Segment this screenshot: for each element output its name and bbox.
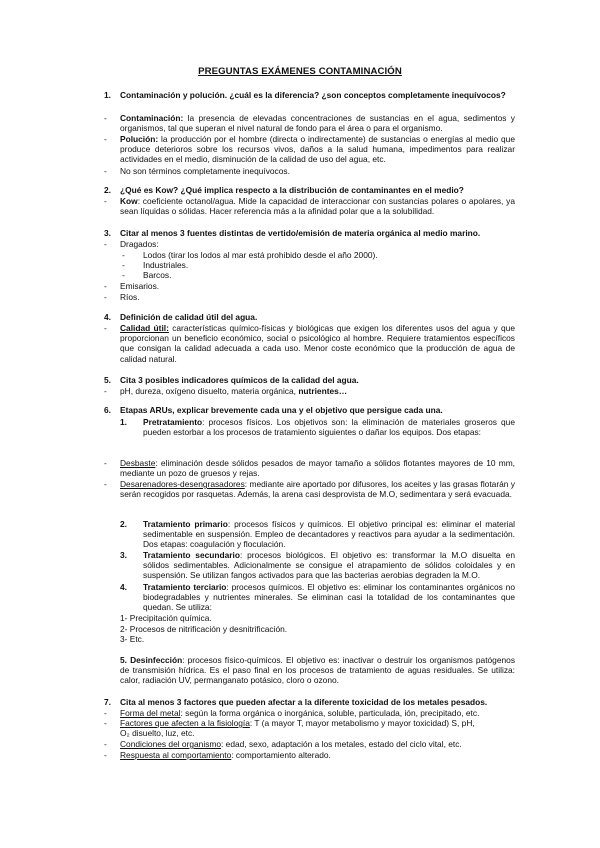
q3-dash-rios: - [104,292,107,302]
q7-factor-2-cont: O₂ disuelto, luz, etc. [120,728,195,738]
q2-a-label: Kow [120,196,138,206]
q5-question: Cita 3 posibles indicadores químicos de la calidad del agua. [120,375,359,385]
q7-factor-1 [120,708,515,718]
q2-question: ¿Qué es Kow? ¿Qué implica respecto a la distribución de contaminantes en el medio? [120,185,464,195]
q1-question: Contaminación y polución. ¿cuál es la diferencia? ¿son conceptos completamente inequívocos? [120,90,506,100]
q6-desbaste [120,458,515,478]
q6-desarena-text: : mediante aire aportado por difusores, los aceites y las grasas flotarán y serán recogidos por rasquetas. Además, la arena casi desprovista de M.O, sedimentara y será evacuada. [120,479,515,500]
q6-step2-text: : procesos físicos y químicos. El objetivo principal es: eliminar el material sedimentable en suspensión. Empleo de decantadores y reactivos para ayudar a la sedimentación. Dos etapas: coagulación y floculación. [143,519,516,550]
q5-dash: - [104,386,107,396]
q7-factor-2 [120,718,515,728]
q6-number: 6. [104,405,111,415]
q3-number: 3. [104,228,111,238]
q5-answer-bold: nutrientes… [298,386,348,396]
q3-sub-2: Industriales. [143,260,189,270]
q7-f4-text: : comportamiento alterado. [231,750,331,760]
q1-dash-c: - [104,166,107,176]
q3-sub-dash-3: - [122,270,125,280]
q6-step5-number: 5. [120,655,127,665]
q4-question: Definición de calidad útil del agua. [120,312,258,322]
q6-desarena-label: Desarenadores-desengrasadores [120,479,245,489]
q3-sub-1: Lodos (tirar los lodos al mar está prohibido desde el año 2000). [143,250,378,260]
q6-step5 [120,655,515,686]
q2-dash: - [104,196,107,206]
q6-step4-item2: 2- Procesos de nitrificación y desnitrificación. [120,624,288,634]
q3-sub-dash-1: - [122,250,125,260]
q6-step4-text: : procesos químicos. El objetivo es: eliminar los contaminantes orgánicos no biodegradables y nutrientes minerales. Se eliminan casi la totalidad de los contaminantes que quedan. Se utiliza: [143,582,515,613]
q3-emisarios: Emisarios. [120,281,160,291]
q5-answer-plain: pH, dureza, oxígeno disuelto, materia orgánica, [120,386,299,396]
q7-number: 7. [104,697,111,707]
q7-f3-label: Condiciones del organismo [120,739,222,749]
q5-answer [120,386,515,396]
q6-step4 [143,582,515,613]
q2-number: 2. [104,185,111,195]
q6-desbaste-text: : eliminación desde sólidos pesados de mayor tamaño a sólidos flotantes mayores de 10 mm, mediante un pozo de gruesos y rejas. [120,458,515,479]
q3-question: Citar al menos 3 fuentes distintas de vertido/emisión de materia orgánica al medio marino. [120,228,481,238]
q3-dash-dragados: - [104,239,107,249]
q6-desarena [120,479,515,499]
q1-dash-a: - [104,113,107,123]
q3-dash-emisarios: - [104,281,107,291]
q6-step4-number: 4. [120,582,127,592]
q6-step2 [143,519,515,550]
q6-step3-number: 3. [120,550,127,560]
q6-step5-text: : procesos físico-químicos. El objetivo es: inactivar o destruir los organismos patógenos de transmisión hídrica. Es el paso final en los procesos de tratamiento de aguas residuales. Se utiliza: calor, radiación UV, permanganato potásico, cloro o ozono. [120,655,516,686]
q6-desbaste-label: Desbaste [120,458,156,468]
q6-step2-label: Tratamiento primario [143,519,228,529]
q7-factor-4 [120,750,515,760]
q7-dash-3: - [104,739,107,749]
q6-question: Etapas ARUs, explicar brevemente cada una y el objetivo que persigue cada una. [120,405,443,415]
q6-step4-label: Tratamiento terciario [143,582,227,592]
q6-step2-number: 2. [120,519,127,529]
q7-dash-4: - [104,750,107,760]
q5-number: 5. [104,375,111,385]
page-title: PREGUNTAS EXÁMENES CONTAMINACIÓN [198,66,402,77]
q7-f2-label: Factores que afecten a la fisiología [120,718,250,728]
q4-answer [120,323,515,364]
q1-answer-a [120,113,515,133]
q7-f1-text: : según la forma orgánica o inorgánica, soluble, particulada, ión, precipitado, etc. [180,708,480,718]
q6-desbaste-dash: - [104,458,107,468]
q2-answer [120,196,515,216]
q6-step3-text: : procesos biológicos. El objetivo es: transformar la M.O disuelta en sólidos sedimentables. Adicionalmente se consigue el atrapamiento de sólidos coloidales y en suspensión. Se utilizan fangos activados para que las bacterias aerobias degraden la M.O. [143,550,515,581]
q6-step3-label: Tratamiento secundario [143,550,240,560]
q2-a-text: : coeficiente octanol/agua. Mide la capacidad de interaccionar con sustancias polares o apolares, ya sean líquidas o sólidas. Hacer referencia más a la afinidad polar que a la solubilidad. [120,196,515,217]
q6-step3 [143,550,515,581]
q1-number: 1. [104,90,111,100]
q6-step5-label: Desinfección [130,655,183,665]
q3-dragados: Dragados: [120,239,159,249]
q1-b-label: Polución: [120,134,159,144]
q4-dash: - [104,323,107,333]
q7-f1-label: Forma del metal [120,708,181,718]
q1-answer-c: No son términos completamente inequívocos. [120,166,290,176]
q6-step4-item1: 1- Precipitación química. [120,613,212,623]
q1-a-text: la presencia de elevadas concentraciones de sustancias en el agua, sedimentos y organismos, tal que superan el nivel natural de fondo para el área o para el organismo. [120,113,515,134]
q1-dash-b: - [104,134,107,144]
q4-number: 4. [104,312,111,322]
q7-f4-label: Respuesta al comportamiento [120,750,232,760]
q6-step1-text: : procesos físicos. Los objetivos son: la eliminación de materiales groseros que pueden estorbar a los procesos de tratamiento siguientes o dañar los equipos. Dos etapas: [143,417,515,438]
q7-dash-2: - [104,718,107,728]
q6-step1-number: 1. [120,417,127,427]
q7-factor-3 [120,739,515,749]
q3-sub-3: Barcos. [143,270,172,280]
q4-a-text: características químico-físicas y biológicas que exigen los diferentes usos del agua y que proporcionan un beneficio económico, social o psicológico al hombre. Requiere tratamientos específicos que consigan la calidad adecuada a cada uso. Menor coste económico que la producción de agua de calidad natural. [120,323,515,364]
q1-answer-b [120,134,515,165]
q6-step4-item3: 3- Etc. [120,634,145,644]
q7-question: Cita al menos 3 factores que pueden afectar a la diferente toxicidad de los metales pesados. [120,697,488,707]
q7-f3-text: : edad, sexo, adaptación a los metales, estado del ciclo vital, etc. [221,739,462,749]
q1-b-text: la producción por el hombre (directa o indirectamente) de sustancias o energías al medio que produce deterioros sobre los recursos vivos, daños a la salud humana, impedimentos para realizar actividades en el medio, disminución de la calidad de uso del agua, etc. [120,134,515,165]
q6-step1-label: Pretratamiento [143,417,203,427]
q4-a-label: Calidad útil: [120,323,169,333]
q7-dash-1: - [104,708,107,718]
q6-step1 [143,417,515,437]
q6-desarena-dash: - [104,479,107,489]
q3-sub-dash-2: - [122,260,125,270]
q3-rios: Ríos. [120,292,140,302]
q7-f2-text: : T (a mayor T, mayor metabolismo y mayor toxicidad) S, pH, [249,718,475,728]
q1-a-label: Contaminación: [120,113,184,123]
